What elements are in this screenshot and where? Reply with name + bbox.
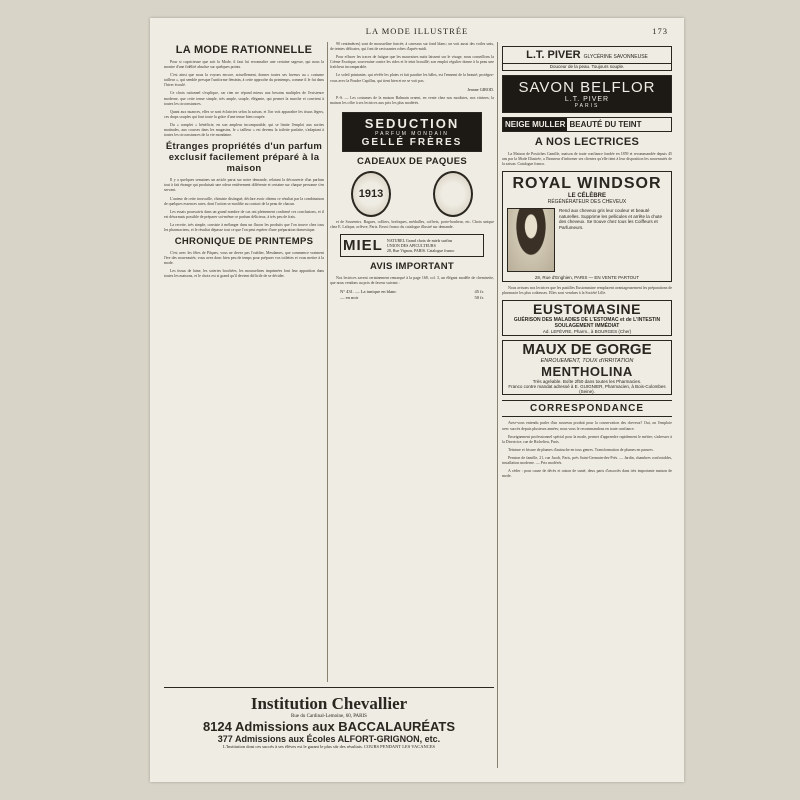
royal-tagline: RÉGÉNÉRATEUR DES CHEVEUX	[547, 199, 627, 206]
article-title: Étranges propriétés d'un parfum exclusif facilement préparé à la maison	[165, 141, 323, 175]
institution-address: Rue du Cardinal-Lemoine, 60, PARIS	[291, 714, 367, 719]
seduction-brand: GELLÉ FRÈRES	[361, 136, 463, 148]
page-number: 173	[652, 26, 668, 36]
paragraph: Ce choix rationnel s'explique, car rien ne répond mieux aux besoins multiples de l'existence moderne, que cette tenue simple, très ample, souple, élégante, qui permet la marche et convient à toutes les circonstances.	[164, 91, 324, 106]
paragraph: 90 centimètres) sont de mousseline foncée, à carreaux sur fond blanc; on voit aussi des voiles unis, de teintes délicates, qui font de ravissantes robes d'après-midi.	[330, 42, 494, 52]
belflor-title: SAVON BELFLOR	[518, 79, 656, 96]
paragraph: Pour si capricieuse que soit la Mode, il faut lui reconnaître une certaine sagesse, qui nous la montre d'une fidélité absolue sur quelques points.	[164, 60, 324, 70]
notice-body: La Maison de Postiches Camille, maison de toute confiance fondée en 1859 et recommandée depuis 45 ans par la Mode Illustrée, a l'honneur d'informer ses clientes qu'elle tient à leur disposition les nouveautés de la saison. Catalogue franco.	[502, 152, 672, 167]
institution-line: 377 Admissions aux Écoles ALFORT-GRIGNON, etc.	[217, 734, 441, 744]
miel-line: UNION DES APICULTEURS	[386, 243, 436, 249]
paragraph: Il y a quelques semaines un article parut sur notre demande, relatant la découverte d'un parfum tout à fait étrange qui produisait une odeur entièrement différente et certaine sur chaque personne s'en servant.	[164, 178, 324, 193]
article-body	[164, 60, 324, 138]
paragraph: Du « complet » bénéficie, en son ampleur incomparable, qui se limite l'emploi aux sorties matinales, aux courses dans les magasins, le « tailleur » est devenu la toilette parfaite, s'adaptant à toutes les circonstances de la vie mondaine.	[164, 122, 324, 138]
running-header	[150, 26, 684, 38]
running-title: LA MODE ILLUSTRÉE	[365, 26, 469, 36]
paragraph: Les tissus de laine, les soieries brochées, les mousselines imprimées font leur apparition dans toutes les maisons, et le choix est si grand qu'il devient difficile de se décider.	[164, 269, 324, 279]
paragraph: A céder : pour cause de décès et raison de santé, deux parts d'associés dans très importante maison de mode.	[502, 469, 672, 479]
paragraph: Le soleil printanier, qui révèle les plaies et fait paraître les hâles, est l'ennemi de la beauté; protégez-vous avec la Poudre Capillus, qui tient bien et ne se voit pas.	[330, 73, 494, 83]
paragraph: L'auteur de cette trouvaille, chimiste distingué, déclare avoir obtenu ce résultat par la combinaison de quelques essences rares, dont l'action se modifie au contact de la peau de chacun.	[164, 196, 324, 206]
price-label: N° 431. — La tunique en blanc	[340, 289, 397, 295]
column-middle	[330, 42, 494, 682]
eust-title: EUSTOMASINE	[533, 301, 641, 318]
piver-ad	[502, 46, 672, 71]
eust-line: SOULAGEMENT IMMÉDIAT	[554, 323, 620, 330]
article-title: CHRONIQUE DE PRINTEMPS	[174, 236, 314, 248]
medal-illustrations	[330, 171, 494, 217]
medal-icon: 1913	[351, 171, 391, 217]
paragraph: La recette, très simple, consiste à mélanger dans un flacon les produits que l'on trouve chez tous les pharmaciens, et le résultat dépasse tout ce que l'on peut espérer d'une préparation domestique.	[164, 222, 324, 232]
piver-sub: Douceur de la peau. Toujours souple.	[549, 64, 625, 69]
magazine-page	[150, 18, 684, 782]
royal-title: ROYAL WINDSOR	[512, 175, 662, 193]
neige-ad	[502, 117, 672, 132]
price-row	[340, 289, 484, 294]
seduction-title: SEDUCTION	[364, 115, 460, 131]
miel-line: NATUREL Grand choix de miels surfins	[386, 238, 453, 244]
article-body	[330, 42, 494, 84]
price-value: 50 fr.	[474, 295, 484, 301]
institution-name: Institution Chevallier	[250, 694, 408, 713]
miel-ad	[340, 234, 484, 257]
eust-address: Ad. LEFÈVRE, Pharm., à BOURGES (Cher)	[542, 329, 632, 335]
paragraph: Quant aux nuances, elles se sont éclaircies selon la saison, et l'on voit apparaître les tissus légers, ces draps souples qui font toute la grâce d'une tenue bien coupée.	[164, 109, 324, 119]
article-title: LA MODE RATIONNELLE	[175, 44, 313, 56]
woman-portrait-illustration	[507, 208, 555, 272]
neige-brand: NEIGE MULLER	[505, 120, 566, 129]
paragraph: Pour effacer les traces de fatigue que les mauvaises nuits laissent sur le visage, nous conseillons la Crème Exotique, souveraine contre les rides et le teint brouillé; son emploi régulier donne à la peau une fraîcheur incomparable.	[330, 55, 494, 70]
paragraph: Enseignement professionnel spécial pour la mode, permet d'apprendre rapidement le métier; s'adresser à la Directrice, rue de Richelieu, Paris.	[502, 434, 672, 444]
institution-ad	[164, 687, 494, 768]
paragraph: Avez-vous entendu parler d'un nouveau produit pour la conservation des cheveux? Oui, on l'emploie avec succès depuis plusieurs années; nous vous le recommandons en toute confiance.	[502, 421, 672, 431]
medal-icon	[433, 171, 473, 217]
piver-brand: L.T. PIVER	[526, 49, 581, 61]
price-label: — en noir	[340, 295, 359, 301]
miel-line: 28, Rue Vignon, PARIS. Catalogue franco	[386, 248, 455, 254]
paragraph: C'est ainsi que nous la voyons encore, actuellement, donner toutes ses faveurs au « costume tailleur », qui semble presque l'uniforme féminin, à cette approche du printemps, comme il le fut dans l'hiver écoulé.	[164, 73, 324, 88]
belflor-brand: L.T. PIVER	[564, 96, 610, 103]
eust-line: GUÉRISON DES MALADIES DE L'ESTOMAC et de L'INTESTIN	[513, 317, 661, 324]
maux-de-gorge-ad	[502, 340, 672, 395]
belflor-city: PARIS	[574, 103, 600, 109]
royal-windsor-ad	[502, 171, 672, 282]
piver-product: GLYCÉRINE SAVONNEUSE	[583, 54, 648, 60]
maux-line: Très agréable. Boîte 2f50 dans toutes les Pharmacies.	[532, 379, 642, 385]
eustomasine-ad	[502, 300, 672, 336]
article-signature: Jeanne GIROD.	[467, 86, 494, 92]
article-body	[164, 251, 324, 279]
miel-word: MIEL	[343, 237, 383, 255]
institution-line: 8124 Admissions aux BACCALAURÉATS	[202, 719, 456, 734]
notice-title: AVIS IMPORTANT	[369, 261, 455, 273]
column-divider	[327, 42, 328, 682]
price-value: 45 fr.	[474, 289, 484, 295]
belflor-ad	[502, 75, 672, 113]
price-row	[340, 295, 484, 300]
institution-line: L'Institution dont ces succès à ses élèves est le garant le plus sûr des résultats. COURS PENDANT LES VACANCES	[223, 744, 435, 749]
column-right	[502, 42, 672, 768]
notice-body: Nos lectrices savent certainement remarqué à la page 168, col. 3, un élégant modèle de chemisette, que nous vendons au prix de faveur suivant :	[330, 276, 494, 286]
royal-address: 28, Rue d'Enghien, PARIS — EN VENTE PARTOUT	[534, 275, 640, 281]
paragraph: C'est avec les fêtes de Pâques, vous ne devez pas l'oublier, Mesdames, que commence vraiment l'ère des nouveautés; vous avez donc bien peu de temps pour préparer vos toilettes et vous mettre à la mode.	[164, 251, 324, 266]
neige-tagline: BEAUTÉ DU TEINT	[569, 120, 642, 129]
postscript: P.-S. — Les costumes de la maison Balmain ornent, en vente chez nos modistes, nos vitrines; la maison les offre à ses lectrices aux prix les plus modérés.	[330, 95, 494, 105]
paragraph: Pension de famille, 21, rue Jacob, Paris, près Saint-Germain-des-Prés. — Jardin, chambres confortables, installation moderne. — Prix modérés.	[502, 455, 672, 466]
ad-body: et de Souvenirs. Bagues, colliers, breloques, médailles, coffrets, porte-bonheur, etc. Choix unique chez E. Lalique, orfèvre, Paris. Envoi franco du catalogue illustré sur demande.	[330, 219, 494, 229]
royal-body: Rend aux cheveux gris leur couleur et beauté naturelles. Supprime les pellicules et arrête la chute des cheveux. Se trouve chez tous les Coiffeurs et Parfumeurs.	[559, 208, 663, 231]
piver-header	[503, 47, 671, 64]
maux-product: MENTHOLINA	[541, 364, 633, 380]
column-divider	[497, 42, 498, 768]
royal-subtitle: LE CÉLÈBRE	[567, 193, 606, 200]
ad-title: CADEAUX DE PAQUES	[357, 155, 467, 167]
maux-line: Franco contre mandat adressé à E. GUIGNIER, Pharmacien, à Bois-Colombes (Seine).	[508, 384, 666, 395]
seduction-subtitle: PARFUM MONDAIN	[375, 130, 449, 137]
paragraph: Les essais poursuivis dans un grand nombre de cas ont pleinement confirmé ces conclusions, et il est désormais possible de préparer soi-même ce parfum délicieux, à très peu de frais.	[164, 209, 324, 219]
notice-title: A NOS LECTRICES	[534, 136, 640, 148]
section-title: CORRESPONDANCE	[502, 400, 672, 417]
correspondance-body	[502, 421, 672, 479]
column-left	[164, 42, 324, 682]
notice-body: Nous avisons nos lectrices que les pastilles Eustomasine remplacent avantageusement les préparations de pharmacie les plus coûteuses. Elles sont vendues à la Société Lille.	[502, 286, 672, 296]
seduction-ad	[342, 112, 482, 152]
maux-title: MAUX DE GORGE	[522, 341, 652, 359]
article-body	[164, 178, 324, 233]
maux-subtitle: ENROUEMENT, TOUX d'IRRITATION	[540, 358, 634, 365]
paragraph: Teinture et frisure de plumes d'autruche en tous genres. Transformation de plumes en parures.	[508, 447, 654, 452]
